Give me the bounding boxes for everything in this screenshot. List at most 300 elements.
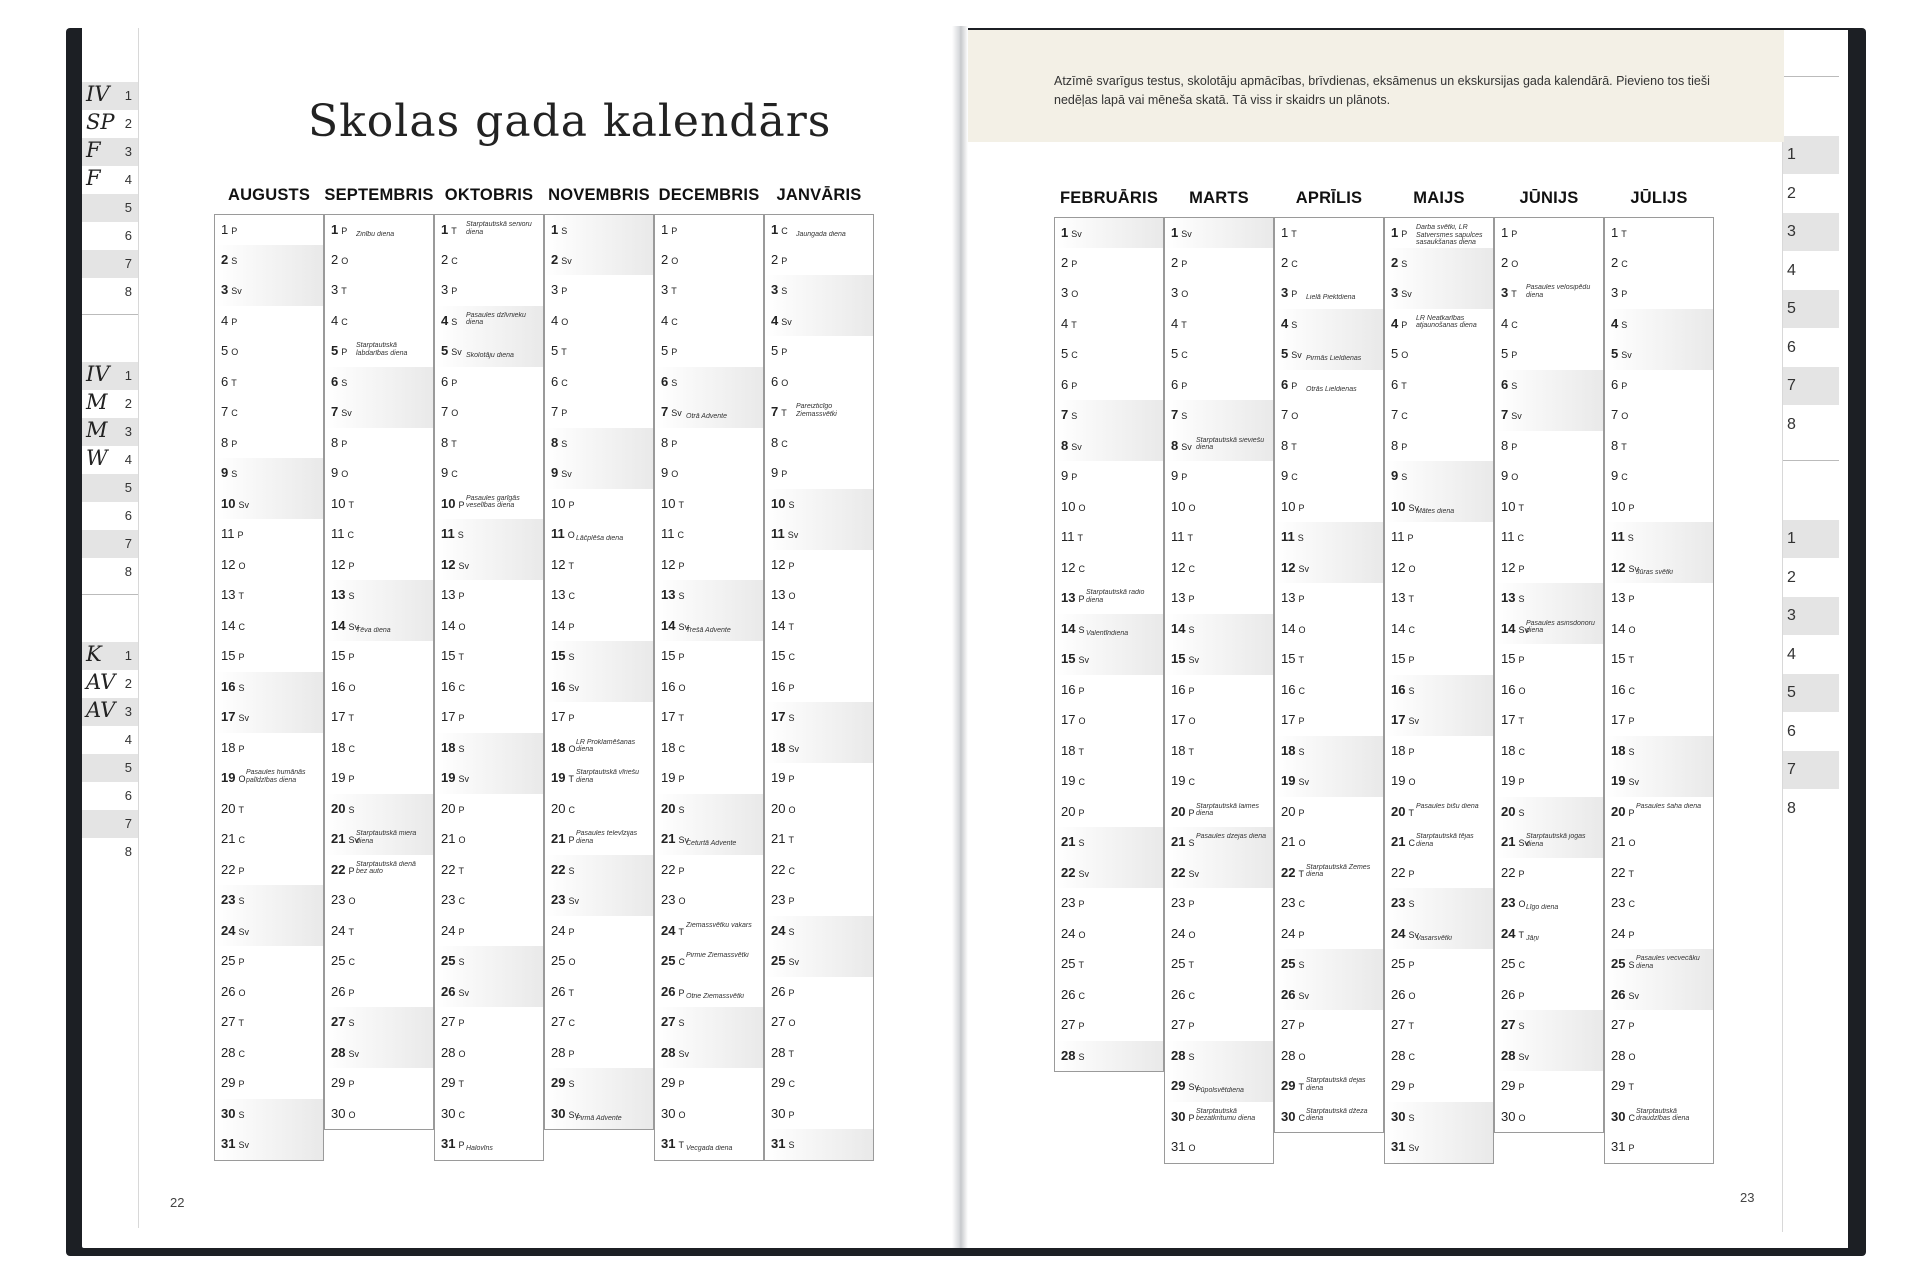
week-tab[interactable]: [82, 194, 138, 222]
day-cell[interactable]: [324, 367, 434, 399]
day-cell[interactable]: [654, 824, 764, 856]
day-cell[interactable]: [764, 1038, 874, 1070]
day-cell[interactable]: [1164, 278, 1274, 310]
day-cell[interactable]: [1164, 1102, 1274, 1134]
day-cell[interactable]: [434, 1007, 544, 1039]
day-cell[interactable]: [1054, 278, 1164, 310]
day-cell[interactable]: [1494, 1041, 1604, 1073]
day-cell[interactable]: [1604, 248, 1714, 280]
day-cell[interactable]: [544, 641, 654, 673]
day-cell[interactable]: [1164, 980, 1274, 1012]
day-cell[interactable]: [1164, 1041, 1274, 1073]
day-cell[interactable]: [1054, 827, 1164, 859]
day-cell[interactable]: [764, 672, 874, 704]
day-cell[interactable]: [214, 397, 324, 429]
day-cell[interactable]: [1054, 553, 1164, 585]
day-cell[interactable]: [214, 1038, 324, 1070]
week-tab[interactable]: [82, 558, 138, 586]
day-cell[interactable]: [1384, 827, 1494, 859]
day-cell[interactable]: [1604, 980, 1714, 1012]
day-cell[interactable]: [1274, 827, 1384, 859]
day-cell[interactable]: [764, 641, 874, 673]
day-cell[interactable]: [1384, 1071, 1494, 1103]
day-cell[interactable]: [654, 946, 764, 978]
day-cell[interactable]: [1604, 339, 1714, 371]
day-cell[interactable]: [434, 489, 544, 521]
week-tab[interactable]: [82, 390, 138, 418]
day-cell[interactable]: [1054, 705, 1164, 737]
day-cell[interactable]: [324, 641, 434, 673]
day-cell[interactable]: [654, 672, 764, 704]
day-cell[interactable]: [544, 580, 654, 612]
day-cell[interactable]: [1384, 1132, 1494, 1164]
day-cell[interactable]: [434, 306, 544, 338]
day-cell[interactable]: [654, 916, 764, 948]
day-cell[interactable]: [1384, 1041, 1494, 1073]
day-cell[interactable]: [1604, 614, 1714, 646]
week-tab[interactable]: [82, 810, 138, 838]
day-cell[interactable]: [1604, 400, 1714, 432]
day-cell[interactable]: [1604, 858, 1714, 890]
day-cell[interactable]: [434, 855, 544, 887]
day-cell[interactable]: [654, 855, 764, 887]
day-cell[interactable]: [1494, 309, 1604, 341]
day-cell[interactable]: [1274, 675, 1384, 707]
day-cell[interactable]: [764, 428, 874, 460]
day-cell[interactable]: [544, 763, 654, 795]
day-cell[interactable]: [214, 245, 324, 277]
day-cell[interactable]: [764, 336, 874, 368]
day-cell[interactable]: [324, 397, 434, 429]
day-cell[interactable]: [764, 916, 874, 948]
day-cell[interactable]: [544, 458, 654, 490]
day-cell[interactable]: [654, 885, 764, 917]
day-cell[interactable]: [1494, 522, 1604, 554]
day-cell[interactable]: [434, 824, 544, 856]
day-cell[interactable]: [434, 794, 544, 826]
day-cell[interactable]: [1384, 797, 1494, 829]
day-cell[interactable]: [324, 1007, 434, 1039]
day-cell[interactable]: [434, 763, 544, 795]
day-cell[interactable]: [1494, 492, 1604, 524]
day-cell[interactable]: [1054, 217, 1164, 249]
day-cell[interactable]: [1164, 1010, 1274, 1042]
day-cell[interactable]: [1494, 736, 1604, 768]
day-cell[interactable]: [1604, 1010, 1714, 1042]
day-cell[interactable]: [1494, 339, 1604, 371]
day-cell[interactable]: [214, 458, 324, 490]
day-cell[interactable]: [544, 214, 654, 246]
day-cell[interactable]: [1494, 614, 1604, 646]
day-cell[interactable]: [1384, 980, 1494, 1012]
day-cell[interactable]: [1494, 980, 1604, 1012]
day-cell[interactable]: [434, 885, 544, 917]
day-cell[interactable]: [1274, 888, 1384, 920]
day-cell[interactable]: [654, 641, 764, 673]
day-cell[interactable]: [1604, 461, 1714, 493]
day-cell[interactable]: [1274, 553, 1384, 585]
day-cell[interactable]: [324, 306, 434, 338]
day-cell[interactable]: [764, 1007, 874, 1039]
day-cell[interactable]: [214, 306, 324, 338]
day-cell[interactable]: [764, 367, 874, 399]
day-cell[interactable]: [654, 275, 764, 307]
day-cell[interactable]: [654, 1099, 764, 1131]
day-cell[interactable]: [654, 1007, 764, 1039]
day-cell[interactable]: [1384, 553, 1494, 585]
day-cell[interactable]: [764, 885, 874, 917]
day-cell[interactable]: [1054, 675, 1164, 707]
day-cell[interactable]: [434, 275, 544, 307]
day-cell[interactable]: [1274, 1102, 1384, 1134]
day-cell[interactable]: [214, 977, 324, 1009]
day-cell[interactable]: [544, 1007, 654, 1039]
day-cell[interactable]: [1604, 370, 1714, 402]
day-cell[interactable]: [214, 1099, 324, 1131]
day-cell[interactable]: [1494, 827, 1604, 859]
week-tab[interactable]: [82, 446, 138, 474]
day-cell[interactable]: [434, 336, 544, 368]
day-cell[interactable]: [1164, 1071, 1274, 1103]
day-cell[interactable]: [214, 824, 324, 856]
day-cell[interactable]: [1274, 370, 1384, 402]
day-cell[interactable]: [324, 428, 434, 460]
day-cell[interactable]: [1384, 339, 1494, 371]
day-cell[interactable]: [1164, 858, 1274, 890]
day-cell[interactable]: [544, 489, 654, 521]
day-cell[interactable]: [1164, 888, 1274, 920]
day-cell[interactable]: [544, 275, 654, 307]
day-cell[interactable]: [764, 245, 874, 277]
day-cell[interactable]: [1164, 461, 1274, 493]
week-tab[interactable]: [1783, 252, 1839, 290]
week-tab[interactable]: [82, 110, 138, 138]
day-cell[interactable]: [1054, 248, 1164, 280]
day-cell[interactable]: [1604, 949, 1714, 981]
day-cell[interactable]: [1384, 248, 1494, 280]
day-cell[interactable]: [324, 702, 434, 734]
day-cell[interactable]: [654, 702, 764, 734]
day-cell[interactable]: [764, 458, 874, 490]
day-cell[interactable]: [654, 550, 764, 582]
week-tab[interactable]: [1783, 636, 1839, 674]
day-cell[interactable]: [1274, 492, 1384, 524]
day-cell[interactable]: [214, 214, 324, 246]
day-cell[interactable]: [434, 214, 544, 246]
day-cell[interactable]: [1494, 797, 1604, 829]
day-cell[interactable]: [434, 1038, 544, 1070]
day-cell[interactable]: [214, 916, 324, 948]
day-cell[interactable]: [324, 916, 434, 948]
day-cell[interactable]: [1604, 309, 1714, 341]
day-cell[interactable]: [1164, 1132, 1274, 1164]
day-cell[interactable]: [1384, 461, 1494, 493]
day-cell[interactable]: [544, 855, 654, 887]
day-cell[interactable]: [654, 214, 764, 246]
day-cell[interactable]: [1054, 644, 1164, 676]
day-cell[interactable]: [1164, 919, 1274, 951]
day-cell[interactable]: [1164, 553, 1274, 585]
day-cell[interactable]: [1164, 736, 1274, 768]
day-cell[interactable]: [1054, 888, 1164, 920]
day-cell[interactable]: [1054, 736, 1164, 768]
week-tab[interactable]: [1783, 329, 1839, 367]
day-cell[interactable]: [1494, 858, 1604, 890]
day-cell[interactable]: [1494, 431, 1604, 463]
day-cell[interactable]: [544, 1038, 654, 1070]
day-cell[interactable]: [1054, 431, 1164, 463]
day-cell[interactable]: [1604, 736, 1714, 768]
day-cell[interactable]: [764, 733, 874, 765]
day-cell[interactable]: [324, 336, 434, 368]
day-cell[interactable]: [324, 611, 434, 643]
day-cell[interactable]: [1274, 1071, 1384, 1103]
day-cell[interactable]: [1494, 461, 1604, 493]
day-cell[interactable]: [214, 489, 324, 521]
day-cell[interactable]: [1274, 1010, 1384, 1042]
day-cell[interactable]: [324, 245, 434, 277]
day-cell[interactable]: [434, 733, 544, 765]
day-cell[interactable]: [1604, 553, 1714, 585]
day-cell[interactable]: [1494, 675, 1604, 707]
day-cell[interactable]: [324, 672, 434, 704]
day-cell[interactable]: [764, 397, 874, 429]
day-cell[interactable]: [1274, 309, 1384, 341]
day-cell[interactable]: [654, 489, 764, 521]
day-cell[interactable]: [1604, 522, 1714, 554]
day-cell[interactable]: [214, 367, 324, 399]
week-tab[interactable]: [82, 502, 138, 530]
week-tab[interactable]: [82, 250, 138, 278]
day-cell[interactable]: [1384, 766, 1494, 798]
day-cell[interactable]: [1494, 1010, 1604, 1042]
day-cell[interactable]: [764, 702, 874, 734]
day-cell[interactable]: [544, 885, 654, 917]
day-cell[interactable]: [1164, 522, 1274, 554]
day-cell[interactable]: [434, 550, 544, 582]
day-cell[interactable]: [544, 733, 654, 765]
day-cell[interactable]: [1604, 797, 1714, 829]
day-cell[interactable]: [1384, 431, 1494, 463]
day-cell[interactable]: [1274, 583, 1384, 615]
day-cell[interactable]: [544, 1068, 654, 1100]
day-cell[interactable]: [1274, 461, 1384, 493]
day-cell[interactable]: [1274, 614, 1384, 646]
day-cell[interactable]: [1164, 400, 1274, 432]
day-cell[interactable]: [1274, 766, 1384, 798]
day-cell[interactable]: [1384, 888, 1494, 920]
week-tab[interactable]: [1783, 175, 1839, 213]
day-cell[interactable]: [1384, 522, 1494, 554]
day-cell[interactable]: [544, 1099, 654, 1131]
week-tab[interactable]: [82, 838, 138, 866]
day-cell[interactable]: [1054, 949, 1164, 981]
week-tab[interactable]: [82, 418, 138, 446]
week-tab[interactable]: [1783, 674, 1839, 712]
day-cell[interactable]: [544, 672, 654, 704]
day-cell[interactable]: [1054, 583, 1164, 615]
week-tab[interactable]: [82, 642, 138, 670]
day-cell[interactable]: [1164, 644, 1274, 676]
week-tab[interactable]: [82, 726, 138, 754]
day-cell[interactable]: [1164, 827, 1274, 859]
day-cell[interactable]: [324, 977, 434, 1009]
day-cell[interactable]: [1274, 248, 1384, 280]
day-cell[interactable]: [764, 214, 874, 246]
day-cell[interactable]: [324, 550, 434, 582]
day-cell[interactable]: [1494, 217, 1604, 249]
day-cell[interactable]: [434, 1068, 544, 1100]
day-cell[interactable]: [1054, 1010, 1164, 1042]
day-cell[interactable]: [1274, 522, 1384, 554]
week-tab[interactable]: [82, 138, 138, 166]
day-cell[interactable]: [1164, 675, 1274, 707]
day-cell[interactable]: [1274, 1041, 1384, 1073]
day-cell[interactable]: [1164, 248, 1274, 280]
day-cell[interactable]: [1604, 431, 1714, 463]
day-cell[interactable]: [1494, 766, 1604, 798]
day-cell[interactable]: [214, 733, 324, 765]
day-cell[interactable]: [324, 458, 434, 490]
day-cell[interactable]: [324, 214, 434, 246]
day-cell[interactable]: [1164, 583, 1274, 615]
day-cell[interactable]: [1164, 492, 1274, 524]
week-tab[interactable]: [1783, 520, 1839, 558]
day-cell[interactable]: [1384, 949, 1494, 981]
day-cell[interactable]: [544, 946, 654, 978]
day-cell[interactable]: [1604, 217, 1714, 249]
day-cell[interactable]: [654, 611, 764, 643]
day-cell[interactable]: [434, 397, 544, 429]
day-cell[interactable]: [1384, 278, 1494, 310]
day-cell[interactable]: [1274, 339, 1384, 371]
day-cell[interactable]: [214, 519, 324, 551]
day-cell[interactable]: [434, 916, 544, 948]
day-cell[interactable]: [764, 1068, 874, 1100]
day-cell[interactable]: [214, 550, 324, 582]
week-tab[interactable]: [1783, 290, 1839, 328]
day-cell[interactable]: [1384, 858, 1494, 890]
day-cell[interactable]: [544, 336, 654, 368]
day-cell[interactable]: [1054, 797, 1164, 829]
day-cell[interactable]: [214, 641, 324, 673]
day-cell[interactable]: [544, 611, 654, 643]
day-cell[interactable]: [1274, 400, 1384, 432]
day-cell[interactable]: [214, 1068, 324, 1100]
week-tab[interactable]: [82, 362, 138, 390]
day-cell[interactable]: [544, 550, 654, 582]
day-cell[interactable]: [1054, 370, 1164, 402]
week-tab[interactable]: [1783, 790, 1839, 828]
day-cell[interactable]: [1604, 644, 1714, 676]
day-cell[interactable]: [1164, 614, 1274, 646]
day-cell[interactable]: [214, 855, 324, 887]
day-cell[interactable]: [764, 1129, 874, 1161]
day-cell[interactable]: [544, 397, 654, 429]
day-cell[interactable]: [764, 855, 874, 887]
day-cell[interactable]: [1054, 309, 1164, 341]
week-tab[interactable]: [1783, 136, 1839, 174]
day-cell[interactable]: [434, 1129, 544, 1161]
day-cell[interactable]: [1494, 919, 1604, 951]
day-cell[interactable]: [654, 306, 764, 338]
day-cell[interactable]: [1494, 553, 1604, 585]
week-tab[interactable]: [1783, 713, 1839, 751]
day-cell[interactable]: [544, 702, 654, 734]
day-cell[interactable]: [214, 702, 324, 734]
day-cell[interactable]: [1494, 644, 1604, 676]
day-cell[interactable]: [1494, 278, 1604, 310]
day-cell[interactable]: [1604, 1071, 1714, 1103]
day-cell[interactable]: [1384, 1102, 1494, 1134]
day-cell[interactable]: [434, 458, 544, 490]
day-cell[interactable]: [1384, 705, 1494, 737]
day-cell[interactable]: [1604, 583, 1714, 615]
day-cell[interactable]: [324, 1068, 434, 1100]
day-cell[interactable]: [1054, 919, 1164, 951]
day-cell[interactable]: [654, 336, 764, 368]
day-cell[interactable]: [764, 763, 874, 795]
week-tab[interactable]: [1783, 597, 1839, 635]
day-cell[interactable]: [434, 580, 544, 612]
day-cell[interactable]: [764, 275, 874, 307]
day-cell[interactable]: [1164, 370, 1274, 402]
day-cell[interactable]: [654, 245, 764, 277]
day-cell[interactable]: [324, 946, 434, 978]
day-cell[interactable]: [654, 458, 764, 490]
day-cell[interactable]: [654, 397, 764, 429]
day-cell[interactable]: [1384, 400, 1494, 432]
day-cell[interactable]: [1274, 980, 1384, 1012]
day-cell[interactable]: [544, 367, 654, 399]
day-cell[interactable]: [214, 946, 324, 978]
week-tab[interactable]: [82, 222, 138, 250]
day-cell[interactable]: [764, 550, 874, 582]
day-cell[interactable]: [214, 336, 324, 368]
day-cell[interactable]: [1384, 675, 1494, 707]
day-cell[interactable]: [214, 1129, 324, 1161]
day-cell[interactable]: [544, 519, 654, 551]
day-cell[interactable]: [324, 519, 434, 551]
day-cell[interactable]: [1274, 797, 1384, 829]
day-cell[interactable]: [1054, 461, 1164, 493]
day-cell[interactable]: [1274, 217, 1384, 249]
day-cell[interactable]: [544, 245, 654, 277]
day-cell[interactable]: [1164, 705, 1274, 737]
day-cell[interactable]: [544, 916, 654, 948]
day-cell[interactable]: [324, 489, 434, 521]
day-cell[interactable]: [434, 519, 544, 551]
day-cell[interactable]: [1164, 217, 1274, 249]
day-cell[interactable]: [1494, 400, 1604, 432]
day-cell[interactable]: [544, 824, 654, 856]
day-cell[interactable]: [434, 946, 544, 978]
day-cell[interactable]: [434, 702, 544, 734]
day-cell[interactable]: [1274, 858, 1384, 890]
day-cell[interactable]: [1054, 522, 1164, 554]
day-cell[interactable]: [1274, 736, 1384, 768]
day-cell[interactable]: [324, 855, 434, 887]
day-cell[interactable]: [1494, 1102, 1604, 1134]
week-tab[interactable]: [82, 530, 138, 558]
day-cell[interactable]: [324, 824, 434, 856]
day-cell[interactable]: [1604, 1041, 1714, 1073]
day-cell[interactable]: [1274, 278, 1384, 310]
day-cell[interactable]: [654, 428, 764, 460]
day-cell[interactable]: [764, 489, 874, 521]
day-cell[interactable]: [1494, 949, 1604, 981]
day-cell[interactable]: [544, 306, 654, 338]
